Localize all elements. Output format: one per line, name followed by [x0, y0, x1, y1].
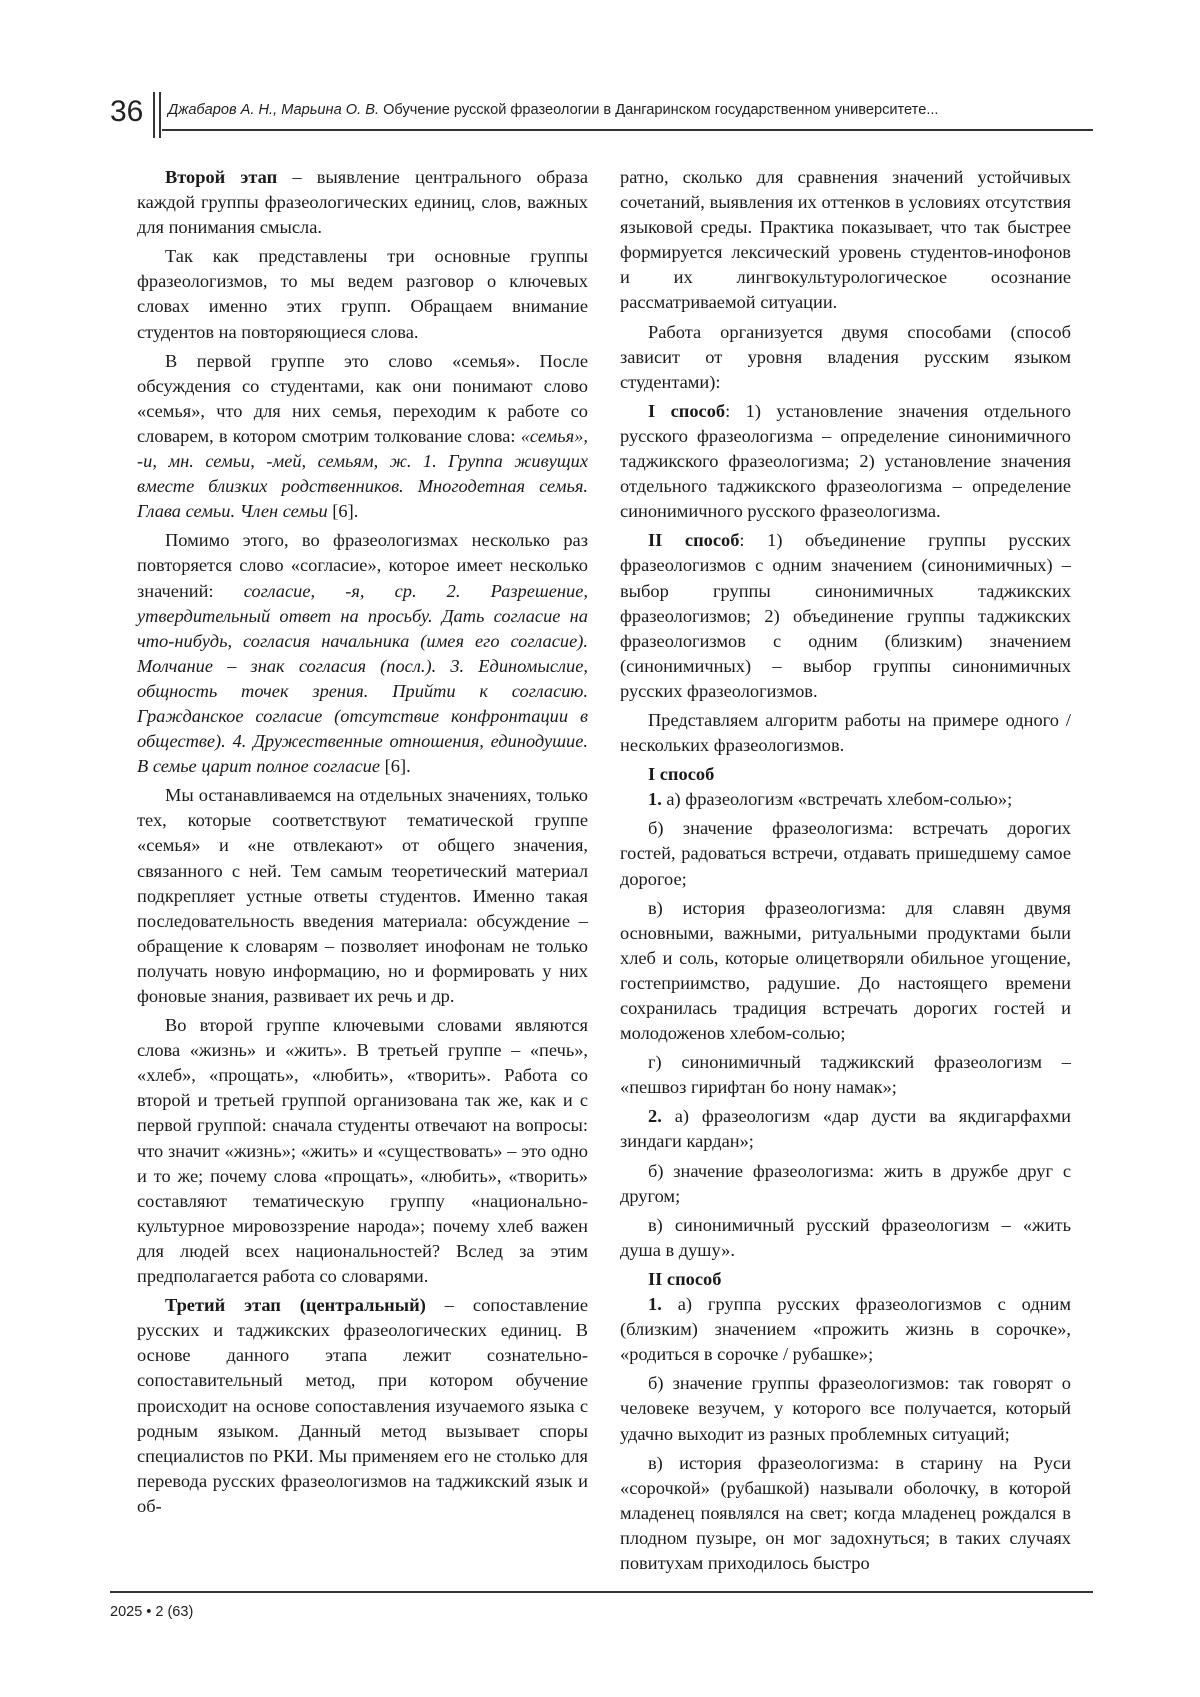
right-column	[620, 165, 1071, 1580]
header-divider	[153, 92, 155, 138]
method-subheading: I способ	[648, 764, 715, 785]
list-item: 2. а) фразеологизм «дар дусти ва якдигарфахми зиндаги кардан»;	[620, 1106, 1071, 1152]
list-item: 1. а) группа русских фразеологизмов с одним (близким) значением «прожить жизнь в сорочке», «родиться в сорочке / рубашке»;	[620, 1294, 1071, 1365]
header-divider	[159, 92, 161, 138]
stage-heading: Третий этап (центральный)	[165, 1295, 426, 1316]
list-item: б) значение фразеологизма: жить в дружбе друг с другом;	[620, 1160, 1071, 1206]
paragraph: Второй этап – выявление центрального образа каждой группы фразеологических единиц, слов, важных для понимания смысла.	[137, 167, 588, 238]
list-item: в) история фразеологизма: в старину на Руси «сорочкой» (рубашкой) называли оболочку, в которой младенец появлялся на свет; когда младенец рождался в плодном пузыре, он мог задохнуться; в таких случаях повитухам приходилось быстро	[620, 1452, 1071, 1573]
citation-ref: [6].	[327, 501, 359, 522]
method-label: II способ	[648, 530, 740, 551]
stage-heading: Второй этап	[165, 167, 278, 187]
running-header	[110, 92, 1093, 136]
list-item: б) значение фразеологизма: встречать дорогих гостей, радоваться встречи, отдавать пришедшему самое дорогое;	[620, 818, 1071, 889]
header-title: Обучение русской фразеологии в Дангаринском государственном университете...	[383, 102, 939, 118]
list-item: в) синонимичный русский фразеологизм – «жить душа в душу».	[620, 1214, 1071, 1260]
paragraph: Помимо этого, во фразеологизмах несколько раз повторяется слово «согласие», которое имеет несколько значений: согласие, -я, ср. 2. Разрешение, утвердительный ответ на просьбу. Дать согласие на что-нибудь, согласия начальника (имея его согласие). Молчание – знак согласия (посл.). 3. Единомыслие, общность точек зрения. Прийти к согласию. Гражданское согласие (отсутствие конфронтации в обществе). 4. Дружественные отношения, единодушие. В семье царит полное согласие [6].	[137, 530, 588, 777]
paragraph: Во второй группе ключевыми словами являются слова «жизнь» и «жить». В третьей группе – «печь», «хлеб», «прощать», «любить», «творить». Работа со второй и третьей группой организована так же, как и с первой группой: сначала студенты отвечают на вопросы: что значит «жизнь»; «жить» и «существовать» – это одно и то же; почему слова «прощать», «любить», «творить» составляют тематическую группу «национально-культурное мировоззрение народа»; почему хлеб важен для людей всех национальностей? Вслед за этим предполагается работа со словарями.	[137, 1015, 588, 1287]
paragraph: Мы останавливаемся на отдельных значениях, только тех, которые соответствуют тематической группе «семья» и «не отвлекают» от общего значения, связанного с ней. Тем самым теоретический материал подкрепляет устные ответы студентов. Именно такая последовательность введения материала: обсуждение – обращение к словарям – позволяет инофонам не только получать новую информацию, но и формировать у них фоновые знания, развивает их речь и др.	[137, 785, 588, 1006]
list-item: 1. а) фразеологизм «встречать хлебом-солью»;	[648, 789, 1013, 810]
paragraph: Третий этап (центральный) – сопоставление русских и таджикских фразеологических единиц. В основе данного этапа лежит сознательно-сопоставительный метод, при котором обучение происходит на основе сопоставления изучаемого языка с родным языком. Данный метод вызывает споры специалистов по РКИ. Мы применяем его не столько для перевода русских фразеологизмов на таджикский язык и об-	[137, 1295, 588, 1516]
dictionary-quote: согласие, -я, ср. 2. Разрешение, утвердительный ответ на просьбу. Дать согласие на что-нибудь, согласия начальника (имея его согласие). Молчание – знак согласия (посл.). 3. Единомыслие, общность точек зрения. Прийти к согласию. Гражданское согласие (отсутствие конфронтации в обществе). 4. Дружественные отношения, единодушие. В семье царит полное согласие	[137, 580, 588, 777]
list-item: б) значение группы фразеологизмов: так говорят о человеке везучем, у которого все получается, который удачно выходит из разных проблемных ситуаций;	[620, 1373, 1071, 1444]
paragraph: II способ: 1) объединение группы русских фразеологизмов с одним значением (синонимичных) – выбор группы синонимичных таджикских фразеологизмов; 2) объединение группы таджикских фразеологизмов с одним (близким) значением (синонимичных) – выбор группы синонимичных русских фразеологизмов.	[620, 530, 1071, 701]
page-number: 36	[110, 95, 144, 128]
paragraph: Так как представлены три основные группы фразеологизмов, то мы ведем разговор о ключевых словах именно этих групп. Обращаем внимание студентов на повторяющиеся слова.	[137, 246, 588, 342]
paragraph: ратно, сколько для сравнения значений устойчивых сочетаний, выявления их оттенков в условиях отсутствия языковой среды. Практика показывает, что так быстрее формируется лексический уровень студентов-инофонов и их лингвокультурологическое осознание рассматриваемой ситуации.	[620, 167, 1071, 313]
header-rule	[162, 129, 1093, 131]
header-citation	[168, 102, 939, 118]
list-item: в) история фразеологизма: для славян двумя основными, важными, ритуальными продуктами были хлеб и соль, которые олицетворяли обильное угощение, гостеприимство, радушие. До настоящего времени сохранилась традиция встречать дорогих гостей и молодоженов хлебом-солью;	[620, 897, 1071, 1044]
footer-rule	[110, 1591, 1093, 1593]
paragraph: В первой группе это слово «семья». После обсуждения со студентами, как они понимают слово «семья», что для них семья, переходим к работе со словарем, в котором смотрим толкование слова: «семья», -и, мн. семьи, -мей, семьям, ж. 1. Группа живущих вместе близких родственников. Многодетная семья. Глава семьи. Член семьи [6].	[137, 350, 588, 522]
header-authors: Джабаров А. Н., Марьина О. В.	[168, 102, 380, 118]
paragraph: I способ: 1) установление значения отдельного русского фразеологизма – определение синонимичного таджикского фразеологизма; 2) установление значения отдельного таджикского фразеологизма – определение синонимичного русского фразеологизма.	[620, 400, 1071, 522]
dictionary-quote: «семья», -и, мн. семьи, -мей, семьям, ж. 1. Группа живущих вместе близких родственников. Многодетная семья. Глава семьи. Член семьи	[137, 425, 588, 522]
method-label: I способ	[648, 400, 726, 421]
issue-number: 2025 • 2 (63)	[110, 1604, 194, 1620]
paragraph: Представляем алгоритм работы на примере одного / нескольких фразеологизмов.	[620, 709, 1071, 756]
method-subheading: II способ	[648, 1268, 722, 1289]
paragraph: Работа организуется двумя способами (способ зависит от уровня владения русским языком студентами):	[620, 321, 1071, 392]
citation-ref: [6].	[380, 756, 411, 777]
left-column	[137, 165, 588, 1523]
list-item: г) синонимичный таджикский фразеологизм – «пешвоз гирифтан бо нону намак»;	[620, 1052, 1071, 1098]
